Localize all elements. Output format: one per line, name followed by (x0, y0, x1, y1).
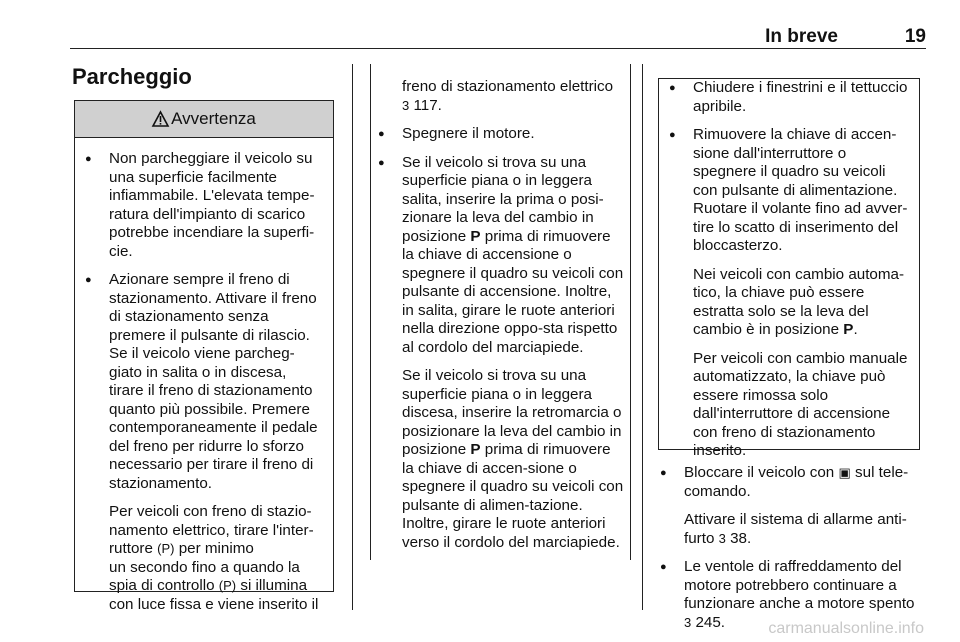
paragraph (658, 511, 920, 548)
text-span: sul tele-comando. (684, 464, 909, 500)
paragraph (376, 367, 624, 552)
text-span: si illumina con luce fissa e viene inserito il (109, 577, 319, 613)
page-number: 19 (904, 26, 926, 47)
page-ref-icon: 3 (718, 530, 726, 546)
warning-title: Avvertenza (171, 108, 256, 128)
column-marker (630, 64, 631, 560)
header-rule (70, 48, 926, 49)
warning-header (75, 101, 333, 138)
column-marker (370, 64, 371, 560)
page-reference: 245. (695, 613, 726, 631)
section-title: Parcheggio (72, 64, 192, 89)
warning-bullet: ● Azionare sempre il freno di stazionamento. Attivare il freno di stazionamento senza premere il pulsante di rilascio. Se il veicolo viene parcheg-giato in salita o in discesa, tirare il freno di stazionamento quanto più possibile. Premere contemporaneamente il pedale del freno per ridurre lo sforzo necessario per tirare il freno di stazionamento. (83, 271, 325, 493)
warning-bullet: ● Non parcheggiare il veicolo su una superficie facilmente infiammabile. L'elevata tempe-ratura dell'impianto di scarico potrebbe incendiare la superfi-cie. (83, 150, 325, 261)
text-span: Se il veicolo si trova su una superficie piana o in leggera salita, inserire la prima o posi-zionare la leva del cambio in posizione (402, 153, 604, 245)
warning-box (74, 100, 334, 613)
warning-triangle-icon (152, 111, 169, 127)
text-span: Nei veicoli con cambio automa-tico, la chiave può essere estratta solo se la leva del cambio è in posizione (693, 265, 905, 338)
gear-position: P (843, 321, 854, 338)
lock-icon: ▣ (838, 465, 851, 480)
column-3 (658, 78, 920, 642)
text-span: prima di rimuovere la chiave di accensione o spegnere il quadro su veicoli con pulsante di accensione. Inoltre, in salita, girare le ruote anteriori nella direzione oppo-sta rispetto al cordolo del marciapiede. (402, 227, 624, 356)
text-span: freno di stazionamento elettrico (402, 78, 614, 95)
parking-brake-icon: (P) (218, 578, 237, 593)
warning-body (75, 138, 333, 614)
gear-position: P (470, 441, 481, 458)
gear-position: P (470, 227, 481, 245)
list-item (658, 464, 920, 501)
watermark: carmanualsonline.info (768, 620, 924, 637)
paragraph: Nei veicoli con cambio automa-tico, la chiave può essere estratta solo se la leva del cambio è in posizione P. (693, 265, 905, 338)
parking-brake-icon: (P) (157, 541, 175, 556)
page-header-title: In breve (765, 26, 838, 47)
continued-text (376, 78, 624, 115)
list-item: ● Chiudere i finestrini e il tettuccio apribile. (667, 79, 911, 116)
list-item: ● Spegnere il motore. (376, 125, 624, 144)
list-item (376, 154, 624, 358)
text-span: Per veicoli con freno di stazio-namento elettrico, tirare l'inter-ruttore (109, 503, 314, 557)
column-1 (74, 100, 334, 613)
text-span: Se il veicolo si trova su una superficie piana o in leggera discesa, inserire la retromarcia o posizionare la leva del cambio in posizione (402, 367, 622, 458)
list-item: ● Rimuovere la chiave di accen-sione dall'interruttore o spegnere il quadro su veicoli con pulsante di alimentazione. Ruotare il volante fino ad avver-tire lo scatto di inserimento del bloccasterzo. (667, 126, 911, 256)
paragraph: Per veicoli con cambio manuale automatizzato, la chiave può essere rimossa solo dall'interruttore di accensione con freno di stazionamento inserito. (693, 349, 908, 459)
warning-subparagraph (83, 503, 325, 614)
page-reference: 117. (413, 96, 442, 114)
column-2 (376, 78, 624, 562)
text-span: per minimo (178, 540, 254, 557)
page-reference: 38. (730, 529, 752, 547)
text-span: Le ventole di raffreddamento del motore potrebbero continuare a funzionare anche a motore spento (684, 558, 915, 612)
column-divider (352, 64, 353, 610)
page-ref-icon: 3 (684, 614, 692, 630)
text-span: un secondo fino a quando la spia di controllo (109, 558, 300, 594)
text-span: prima di rimuovere la chiave di accen-sione o spegnere il quadro su veicoli con pulsante di alimen-tazione. Inoltre, girare le ruote anteriori verso il cordolo del marciapiede. (402, 441, 624, 551)
page-ref-icon: 3 (402, 97, 410, 113)
column-divider (642, 64, 643, 610)
boxed-list (658, 78, 920, 459)
text-span: Bloccare il veicolo con (684, 464, 835, 481)
text-span: Attivare il sistema di allarme anti-furto (684, 511, 907, 547)
